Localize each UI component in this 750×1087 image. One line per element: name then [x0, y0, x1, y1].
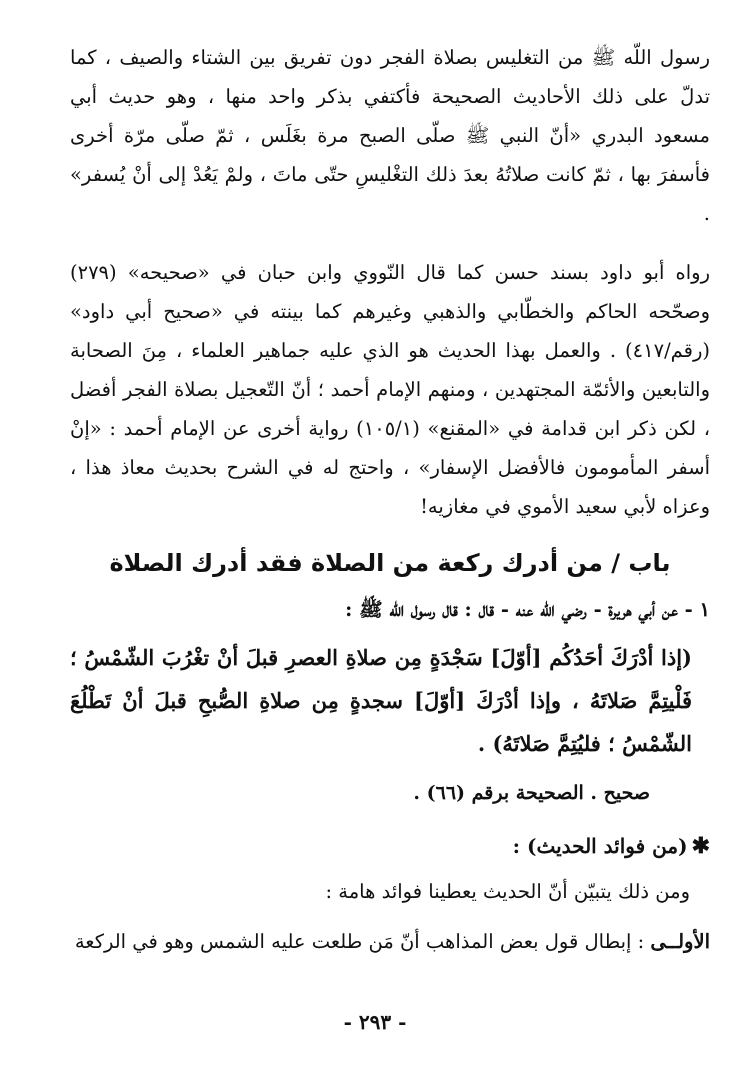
- benefits-title: (من فوائد الحديث) :: [512, 834, 688, 858]
- first-benefit-text: : إبطال قول بعض المذاهب أنّ مَن طلعت عليه الشمس وهو في الركعة: [74, 930, 651, 953]
- page-number: - ٢٩٣ -: [343, 1010, 407, 1034]
- chapter-heading: باب / من أدرك ركعة من الصلاة فقد أدرك الصلاة: [109, 549, 671, 577]
- star-icon: ✱: [691, 833, 710, 859]
- hadith-text: (إذا أدْرَكَ أحَدُكُم [أوّلَ] سَجْدَةٍ مِن صلاةِ العصرِ قبلَ أنْ تغْرُبَ الشّمْسُ ؛ فَلْيتِمَّ صَلاتَهُ ، وإذا أدْرَكَ [أوّلَ] سجدةٍ مِن صلاةِ الصُّبحِ قبلَ أنْ تَطْلُعَ الشّمْسُ ؛ فليُتِمَّ صَلاتَهُ) .: [70, 645, 692, 756]
- hadith-grading: صحيح . الصحيحة برقم (٦٦) .: [413, 782, 650, 804]
- page-body: [70, 38, 710, 983]
- paragraph-1: رسول اللّه ﷺ من التغليس بصلاة الفجر دون تفريق بين الشتاء والصيف ، كما تدلّ على ذلك الأحاديث الصحيحة فأكتفي بذكر واحد منها ، وهو حديث أبي مسعود البدري «أنّ النبي ﷺ صلّى الصبح مرة بغَلَس ، ثمّ صلّى مرّة أخرى فأسفرَ بها ، ثمّ كانت صلاتُهُ بعدَ ذلك التغْليسِ حتّى ماتَ ، ولمْ يَعُدْ إلى أنْ يُسفر» .: [70, 46, 710, 225]
- hadith-intro: ١ - عن أبي هريرة - رضي الله عنه - قال : قال رسول اللّه ﷺ :: [345, 598, 710, 621]
- first-benefit-label: الأولــى: [650, 930, 710, 953]
- paragraph-2: رواه أبو داود بسند حسن كما قال النّووي وابن حبان في «صحيحه» (٢٧٩) وصحّحه الحاكم والخطّابي والذهبي وغيرهم كما بينته في «صحيح أبي داود» (رقم/٤١٧) . والعمل بهذا الحديث هو الذي عليه جماهير العلماء ، مِنَ الصحابة والتابعين والأئمّة المجتهدين ، ومنهم الإمام أحمد ؛ أنّ التّعجيل بصلاة الفجر أفضل ، لكن ذكر ابن قدامة في «المقنع» (١٠٥/١) رواية أخرى عن الإمام أحمد : «إنْ أسفر المأمومون فالأفضل الإسفار» ، واحتج له في الشرح بحديث معاذ هذا ، وعزاه لأبي سعيد الأموي في مغازيه!: [70, 261, 710, 518]
- first-benefit: [70, 921, 710, 963]
- benefits-title-row: [70, 825, 710, 867]
- benefits-intro: ومن ذلك يتبيّن أنّ الحديث يعطينا فوائد هامة :: [325, 880, 690, 903]
